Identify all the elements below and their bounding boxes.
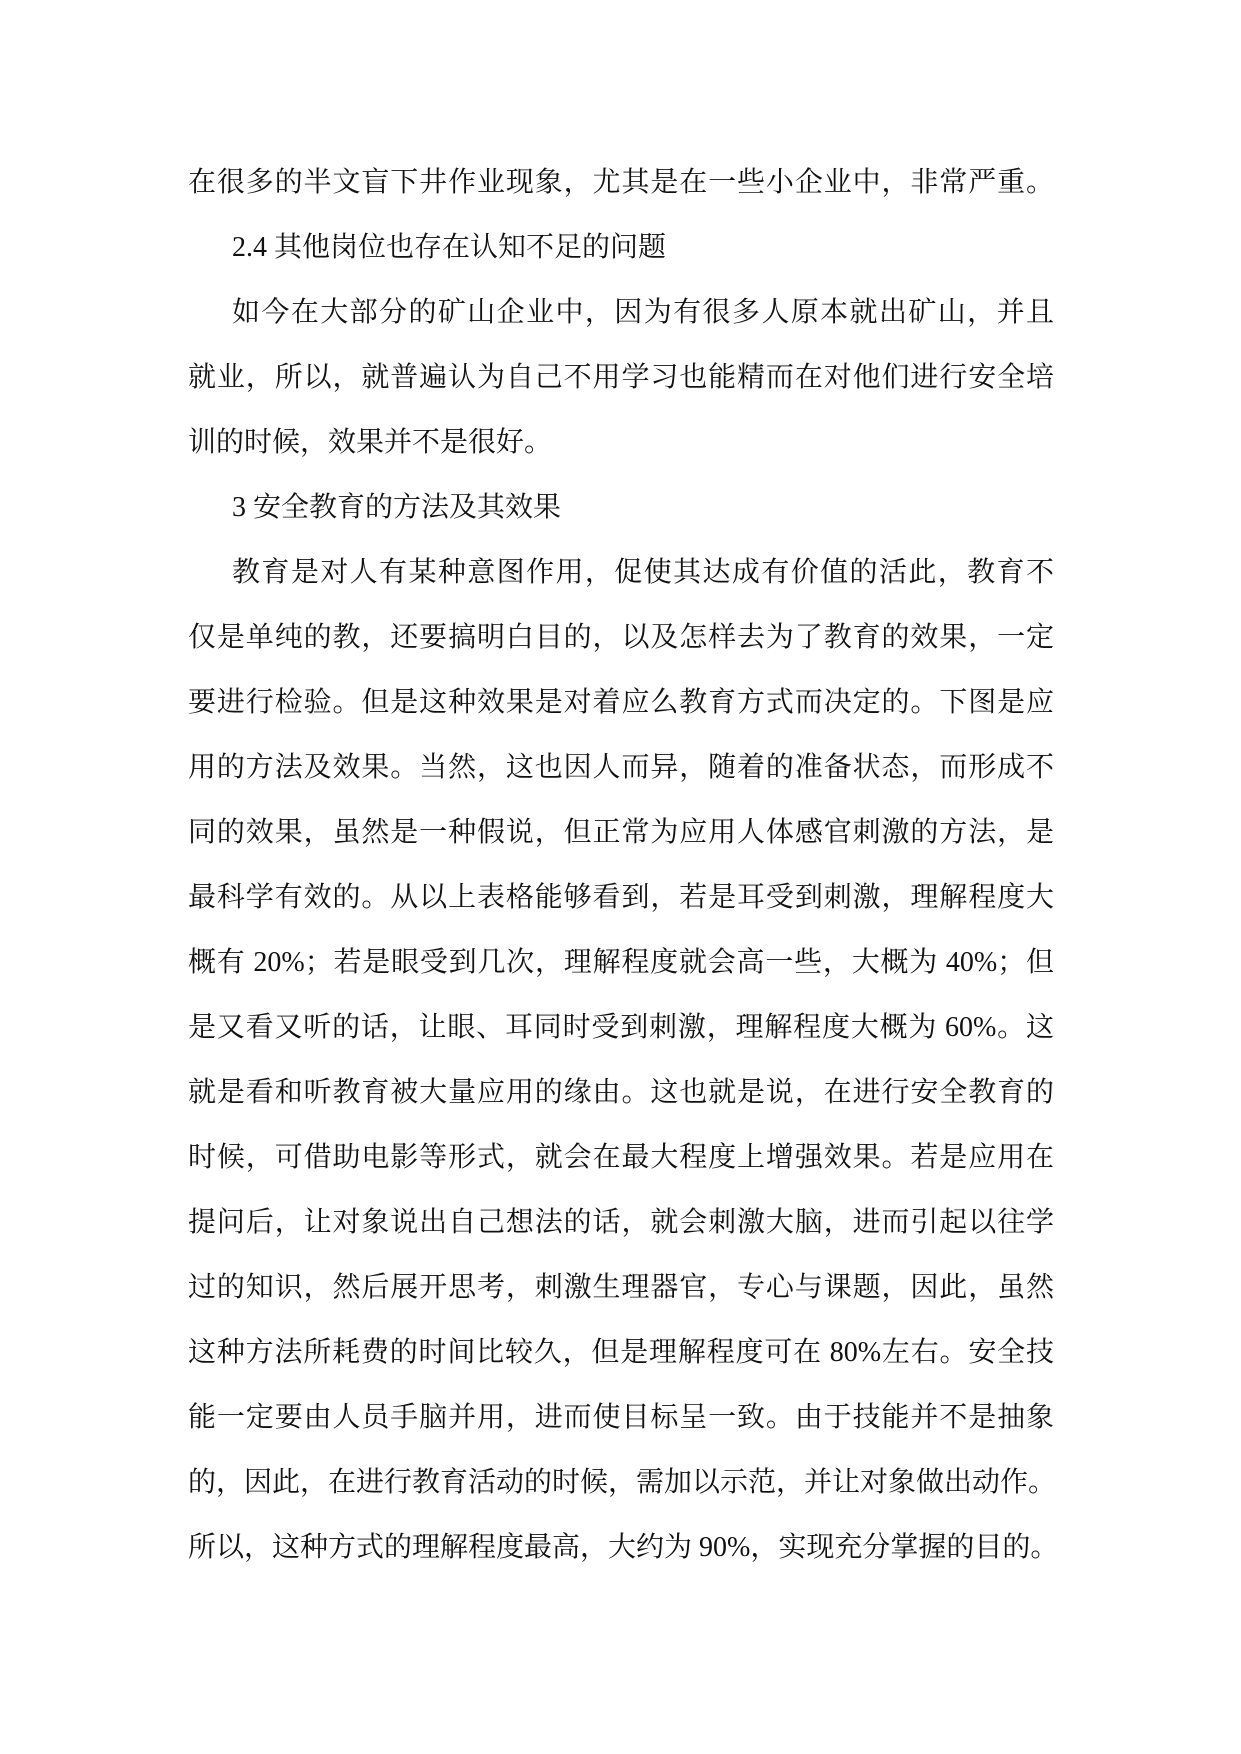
text-line: 用的方法及效果。当然，这也因人而异，随着的准备状态，而形成不: [188, 752, 1054, 783]
text-line: 在很多的半文盲下井作业现象，尤其是在一些小企业中，非常严重。: [188, 167, 1054, 198]
text-line: 就业，所以，就普遍认为自己不用学习也能精而在对他们进行安全培: [188, 362, 1054, 393]
text-line: 概有 20%；若是眼受到几次，理解程度就会高一些，大概为 40%；但: [188, 947, 1054, 978]
intro-paragraph: [188, 150, 1054, 215]
text-line: 所以，这种方式的理解程度最高，大约为 90%，实现充分掌握的目的。: [188, 1532, 1059, 1563]
text-line: 要进行检验。但是这种效果是对着应么教育方式而决定的。下图是应: [188, 687, 1054, 718]
text-line: 是又看又听的话，让眼、耳同时受到刺激，理解程度大概为 60%。这: [188, 1012, 1054, 1043]
text-line: 教育是对人有某种意图作用，促使其达成有价值的活此，教育不: [232, 557, 1054, 588]
text-line: 时候，可借助电影等形式，就会在最大程度上增强效果。若是应用在: [188, 1142, 1054, 1173]
text-line: 提问后，让对象说出自己想法的话，就会刺激大脑，进而引起以往学: [188, 1207, 1054, 1238]
text-line: 能一定要由人员手脑并用，进而使目标呈一致。由于技能并不是抽象: [188, 1402, 1054, 1433]
text-line: 训的时候，效果并不是很好。: [188, 427, 553, 458]
text-line: 最科学有效的。从以上表格能够看到，若是耳受到刺激，理解程度大: [188, 882, 1054, 913]
body-text: [188, 150, 1059, 1580]
section-heading-3: 3 安全教育的方法及其效果: [232, 492, 562, 523]
text-line: 就是看和听教育被大量应用的缘由。这也就是说，在进行安全教育的: [188, 1077, 1054, 1108]
section-2-4-paragraph: [188, 280, 1054, 475]
text-line: 同的效果，虽然是一种假说，但正常为应用人体感官刺激的方法，是: [188, 817, 1054, 848]
text-line: 仅是单纯的教，还要搞明白目的，以及怎样去为了教育的效果，一定: [188, 622, 1054, 653]
text-line: 如今在大部分的矿山企业中，因为有很多人原本就出矿山，并且: [232, 297, 1054, 328]
text-line: 的，因此，在进行教育活动的时候，需加以示范，并让对象做出动作。: [188, 1467, 1057, 1498]
section-3-paragraph: [188, 540, 1059, 1580]
text-line: 过的知识，然后展开思考，刺激生理器官，专心与课题，因此，虽然: [188, 1272, 1054, 1303]
section-heading-2-4: 2.4 其他岗位也存在认知不足的问题: [232, 232, 667, 263]
text-line: 这种方法所耗费的时间比较久，但是理解程度可在 80%左右。安全技: [188, 1337, 1054, 1368]
